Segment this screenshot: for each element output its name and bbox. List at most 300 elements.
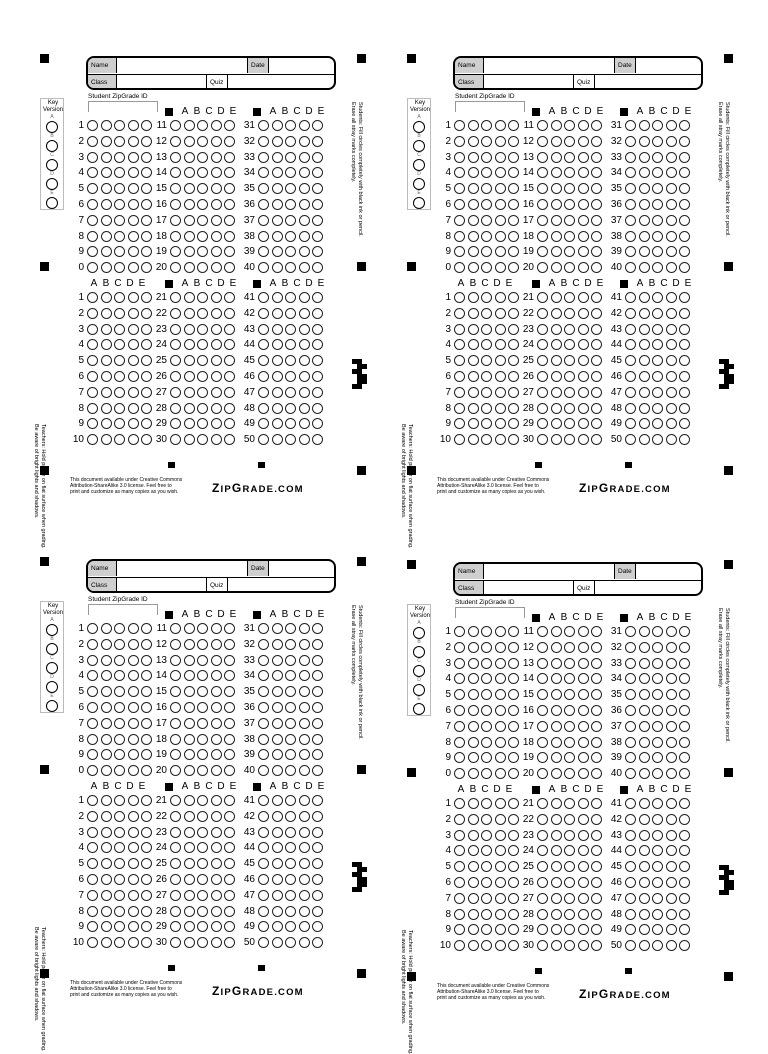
question-bubble[interactable]: [114, 874, 125, 885]
question-bubble[interactable]: [285, 921, 296, 932]
student-id-digit-bubble[interactable]: [481, 152, 492, 163]
student-id-digit-bubble[interactable]: [87, 734, 98, 745]
question-bubble[interactable]: [312, 639, 323, 650]
question-bubble[interactable]: [299, 371, 310, 382]
student-id-digit-bubble[interactable]: [481, 737, 492, 748]
question-bubble[interactable]: [312, 418, 323, 429]
question-bubble[interactable]: [87, 387, 98, 398]
student-id-digit-bubble[interactable]: [114, 262, 125, 273]
question-bubble[interactable]: [652, 246, 663, 257]
question-bubble[interactable]: [299, 120, 310, 131]
question-bubble[interactable]: [537, 199, 548, 210]
question-bubble[interactable]: [258, 749, 269, 760]
question-bubble[interactable]: [481, 940, 492, 951]
question-bubble[interactable]: [625, 737, 636, 748]
student-id-digit-bubble[interactable]: [454, 136, 465, 147]
question-bubble[interactable]: [197, 639, 208, 650]
student-id-digit-bubble[interactable]: [101, 199, 112, 210]
question-bubble[interactable]: [666, 199, 677, 210]
student-id-digit-bubble[interactable]: [468, 262, 479, 273]
question-bubble[interactable]: [272, 827, 283, 838]
question-bubble[interactable]: [551, 673, 562, 684]
question-bubble[interactable]: [639, 371, 650, 382]
question-bubble[interactable]: [652, 658, 663, 669]
question-bubble[interactable]: [224, 718, 235, 729]
student-id-digit-bubble[interactable]: [468, 120, 479, 131]
question-bubble[interactable]: [468, 387, 479, 398]
question-bubble[interactable]: [652, 136, 663, 147]
question-bubble[interactable]: [481, 845, 492, 856]
question-bubble[interactable]: [639, 658, 650, 669]
question-bubble[interactable]: [495, 830, 506, 841]
question-bubble[interactable]: [184, 734, 195, 745]
question-bubble[interactable]: [170, 937, 181, 948]
student-id-digit-bubble[interactable]: [87, 167, 98, 178]
question-bubble[interactable]: [495, 434, 506, 445]
question-bubble[interactable]: [639, 814, 650, 825]
question-bubble[interactable]: [625, 371, 636, 382]
question-bubble[interactable]: [272, 339, 283, 350]
question-bubble[interactable]: [184, 686, 195, 697]
question-bubble[interactable]: [170, 718, 181, 729]
question-bubble[interactable]: [666, 705, 677, 716]
question-bubble[interactable]: [639, 768, 650, 779]
question-bubble[interactable]: [258, 937, 269, 948]
question-bubble[interactable]: [591, 183, 602, 194]
question-bubble[interactable]: [639, 355, 650, 366]
question-bubble[interactable]: [495, 355, 506, 366]
question-bubble[interactable]: [224, 152, 235, 163]
question-bubble[interactable]: [564, 246, 575, 257]
question-bubble[interactable]: [101, 937, 112, 948]
question-bubble[interactable]: [591, 845, 602, 856]
student-id-digit-bubble[interactable]: [454, 752, 465, 763]
question-bubble[interactable]: [87, 921, 98, 932]
question-bubble[interactable]: [666, 924, 677, 935]
question-bubble[interactable]: [454, 355, 465, 366]
question-bubble[interactable]: [312, 655, 323, 666]
student-id-digit-bubble[interactable]: [87, 655, 98, 666]
question-bubble[interactable]: [578, 152, 589, 163]
question-bubble[interactable]: [679, 909, 690, 920]
question-bubble[interactable]: [211, 906, 222, 917]
question-bubble[interactable]: [184, 355, 195, 366]
question-bubble[interactable]: [285, 199, 296, 210]
question-bubble[interactable]: [578, 371, 589, 382]
question-bubble[interactable]: [170, 152, 181, 163]
student-id-digit-bubble[interactable]: [468, 199, 479, 210]
student-id-digit-bubble[interactable]: [101, 215, 112, 226]
question-bubble[interactable]: [211, 231, 222, 242]
question-bubble[interactable]: [285, 795, 296, 806]
question-bubble[interactable]: [224, 183, 235, 194]
quiz-field[interactable]: [595, 75, 701, 90]
question-bubble[interactable]: [211, 734, 222, 745]
question-bubble[interactable]: [258, 827, 269, 838]
key-version-bubble[interactable]: [413, 703, 425, 715]
question-bubble[interactable]: [679, 721, 690, 732]
question-bubble[interactable]: [299, 670, 310, 681]
question-bubble[interactable]: [312, 670, 323, 681]
question-bubble[interactable]: [625, 877, 636, 888]
student-id-digit-bubble[interactable]: [495, 231, 506, 242]
question-bubble[interactable]: [224, 811, 235, 822]
question-bubble[interactable]: [184, 858, 195, 869]
question-bubble[interactable]: [639, 940, 650, 951]
question-bubble[interactable]: [128, 403, 139, 414]
question-bubble[interactable]: [564, 120, 575, 131]
question-bubble[interactable]: [578, 246, 589, 257]
question-bubble[interactable]: [481, 418, 492, 429]
question-bubble[interactable]: [591, 308, 602, 319]
student-id-digit-bubble[interactable]: [468, 737, 479, 748]
question-bubble[interactable]: [197, 811, 208, 822]
question-bubble[interactable]: [211, 686, 222, 697]
question-bubble[interactable]: [652, 924, 663, 935]
question-bubble[interactable]: [537, 658, 548, 669]
question-bubble[interactable]: [537, 292, 548, 303]
question-bubble[interactable]: [564, 434, 575, 445]
student-id-digit-bubble[interactable]: [101, 702, 112, 713]
question-bubble[interactable]: [468, 893, 479, 904]
question-bubble[interactable]: [537, 845, 548, 856]
question-bubble[interactable]: [258, 921, 269, 932]
key-version-bubble[interactable]: [46, 140, 58, 152]
student-id-digit-bubble[interactable]: [454, 721, 465, 732]
question-bubble[interactable]: [299, 842, 310, 853]
question-bubble[interactable]: [666, 642, 677, 653]
question-bubble[interactable]: [128, 292, 139, 303]
question-bubble[interactable]: [578, 339, 589, 350]
question-bubble[interactable]: [578, 798, 589, 809]
class-field[interactable]: [484, 75, 573, 90]
question-bubble[interactable]: [211, 655, 222, 666]
question-bubble[interactable]: [299, 292, 310, 303]
question-bubble[interactable]: [564, 752, 575, 763]
question-bubble[interactable]: [591, 215, 602, 226]
question-bubble[interactable]: [184, 231, 195, 242]
question-bubble[interactable]: [197, 167, 208, 178]
question-bubble[interactable]: [578, 752, 589, 763]
question-bubble[interactable]: [184, 136, 195, 147]
date-field[interactable]: [269, 561, 334, 576]
question-bubble[interactable]: [679, 167, 690, 178]
question-bubble[interactable]: [299, 136, 310, 147]
question-bubble[interactable]: [591, 418, 602, 429]
question-bubble[interactable]: [272, 308, 283, 319]
question-bubble[interactable]: [495, 292, 506, 303]
question-bubble[interactable]: [652, 721, 663, 732]
question-bubble[interactable]: [224, 120, 235, 131]
question-bubble[interactable]: [537, 324, 548, 335]
question-bubble[interactable]: [184, 418, 195, 429]
question-bubble[interactable]: [285, 324, 296, 335]
question-bubble[interactable]: [197, 136, 208, 147]
question-bubble[interactable]: [625, 689, 636, 700]
question-bubble[interactable]: [666, 152, 677, 163]
question-bubble[interactable]: [564, 673, 575, 684]
student-id-digit-bubble[interactable]: [114, 199, 125, 210]
question-bubble[interactable]: [211, 292, 222, 303]
student-id-digit-bubble[interactable]: [87, 152, 98, 163]
question-bubble[interactable]: [312, 387, 323, 398]
question-bubble[interactable]: [184, 387, 195, 398]
question-bubble[interactable]: [591, 434, 602, 445]
question-bubble[interactable]: [258, 183, 269, 194]
question-bubble[interactable]: [537, 877, 548, 888]
question-bubble[interactable]: [101, 890, 112, 901]
question-bubble[interactable]: [224, 827, 235, 838]
question-bubble[interactable]: [258, 858, 269, 869]
question-bubble[interactable]: [184, 874, 195, 885]
question-bubble[interactable]: [578, 642, 589, 653]
question-bubble[interactable]: [272, 215, 283, 226]
question-bubble[interactable]: [625, 246, 636, 257]
question-bubble[interactable]: [551, 246, 562, 257]
student-id-digit-bubble[interactable]: [128, 639, 139, 650]
question-bubble[interactable]: [591, 893, 602, 904]
question-bubble[interactable]: [224, 292, 235, 303]
quiz-field[interactable]: [228, 578, 334, 593]
question-bubble[interactable]: [639, 924, 650, 935]
question-bubble[interactable]: [537, 909, 548, 920]
question-bubble[interactable]: [312, 921, 323, 932]
question-bubble[interactable]: [639, 705, 650, 716]
question-bubble[interactable]: [625, 339, 636, 350]
question-bubble[interactable]: [578, 893, 589, 904]
key-version-bubble[interactable]: [46, 662, 58, 674]
question-bubble[interactable]: [551, 737, 562, 748]
question-bubble[interactable]: [170, 167, 181, 178]
student-id-digit-bubble[interactable]: [481, 199, 492, 210]
question-bubble[interactable]: [578, 705, 589, 716]
question-bubble[interactable]: [625, 721, 636, 732]
question-bubble[interactable]: [312, 355, 323, 366]
question-bubble[interactable]: [114, 858, 125, 869]
question-bubble[interactable]: [679, 371, 690, 382]
question-bubble[interactable]: [625, 136, 636, 147]
question-bubble[interactable]: [312, 231, 323, 242]
question-bubble[interactable]: [564, 215, 575, 226]
question-bubble[interactable]: [551, 308, 562, 319]
question-bubble[interactable]: [312, 324, 323, 335]
question-bubble[interactable]: [454, 814, 465, 825]
question-bubble[interactable]: [679, 658, 690, 669]
question-bubble[interactable]: [312, 702, 323, 713]
question-bubble[interactable]: [537, 737, 548, 748]
question-bubble[interactable]: [652, 199, 663, 210]
question-bubble[interactable]: [652, 120, 663, 131]
student-id-digit-bubble[interactable]: [481, 721, 492, 732]
question-bubble[interactable]: [591, 167, 602, 178]
question-bubble[interactable]: [211, 136, 222, 147]
student-id-digit-bubble[interactable]: [454, 642, 465, 653]
question-bubble[interactable]: [272, 262, 283, 273]
question-bubble[interactable]: [666, 231, 677, 242]
question-bubble[interactable]: [101, 827, 112, 838]
question-bubble[interactable]: [625, 909, 636, 920]
question-bubble[interactable]: [537, 673, 548, 684]
question-bubble[interactable]: [299, 152, 310, 163]
question-bubble[interactable]: [312, 623, 323, 634]
student-id-digit-bubble[interactable]: [87, 623, 98, 634]
question-bubble[interactable]: [625, 861, 636, 872]
question-bubble[interactable]: [578, 292, 589, 303]
question-bubble[interactable]: [224, 639, 235, 650]
question-bubble[interactable]: [639, 403, 650, 414]
question-bubble[interactable]: [564, 893, 575, 904]
question-bubble[interactable]: [258, 655, 269, 666]
question-bubble[interactable]: [285, 702, 296, 713]
question-bubble[interactable]: [578, 231, 589, 242]
question-bubble[interactable]: [551, 830, 562, 841]
key-version-bubble[interactable]: [46, 159, 58, 171]
question-bubble[interactable]: [652, 845, 663, 856]
question-bubble[interactable]: [299, 183, 310, 194]
question-bubble[interactable]: [211, 842, 222, 853]
question-bubble[interactable]: [666, 167, 677, 178]
question-bubble[interactable]: [551, 752, 562, 763]
student-id-digit-bubble[interactable]: [128, 120, 139, 131]
question-bubble[interactable]: [272, 811, 283, 822]
question-bubble[interactable]: [625, 814, 636, 825]
question-bubble[interactable]: [312, 183, 323, 194]
question-bubble[interactable]: [679, 737, 690, 748]
student-id-digit-bubble[interactable]: [495, 183, 506, 194]
question-bubble[interactable]: [197, 670, 208, 681]
question-bubble[interactable]: [197, 120, 208, 131]
student-id-digit-bubble[interactable]: [101, 262, 112, 273]
question-bubble[interactable]: [652, 292, 663, 303]
question-bubble[interactable]: [258, 387, 269, 398]
question-bubble[interactable]: [312, 811, 323, 822]
question-bubble[interactable]: [184, 308, 195, 319]
question-bubble[interactable]: [211, 811, 222, 822]
key-version-bubble[interactable]: [413, 646, 425, 658]
question-bubble[interactable]: [197, 355, 208, 366]
question-bubble[interactable]: [184, 623, 195, 634]
question-bubble[interactable]: [591, 231, 602, 242]
question-bubble[interactable]: [468, 403, 479, 414]
question-bubble[interactable]: [299, 623, 310, 634]
question-bubble[interactable]: [114, 324, 125, 335]
question-bubble[interactable]: [564, 355, 575, 366]
question-bubble[interactable]: [101, 418, 112, 429]
question-bubble[interactable]: [170, 246, 181, 257]
question-bubble[interactable]: [299, 324, 310, 335]
date-field[interactable]: [269, 58, 334, 73]
question-bubble[interactable]: [639, 308, 650, 319]
question-bubble[interactable]: [211, 890, 222, 901]
question-bubble[interactable]: [666, 830, 677, 841]
question-bubble[interactable]: [625, 845, 636, 856]
question-bubble[interactable]: [258, 434, 269, 445]
question-bubble[interactable]: [272, 183, 283, 194]
question-bubble[interactable]: [272, 199, 283, 210]
question-bubble[interactable]: [184, 655, 195, 666]
class-field[interactable]: [117, 75, 206, 90]
question-bubble[interactable]: [639, 292, 650, 303]
question-bubble[interactable]: [272, 718, 283, 729]
question-bubble[interactable]: [184, 795, 195, 806]
question-bubble[interactable]: [639, 798, 650, 809]
key-version-bubble[interactable]: [413, 197, 425, 209]
question-bubble[interactable]: [679, 642, 690, 653]
question-bubble[interactable]: [652, 673, 663, 684]
question-bubble[interactable]: [101, 355, 112, 366]
question-bubble[interactable]: [197, 921, 208, 932]
question-bubble[interactable]: [312, 842, 323, 853]
question-bubble[interactable]: [537, 830, 548, 841]
question-bubble[interactable]: [591, 355, 602, 366]
question-bubble[interactable]: [211, 355, 222, 366]
question-bubble[interactable]: [591, 262, 602, 273]
question-bubble[interactable]: [625, 120, 636, 131]
question-bubble[interactable]: [285, 718, 296, 729]
question-bubble[interactable]: [197, 308, 208, 319]
question-bubble[interactable]: [114, 308, 125, 319]
question-bubble[interactable]: [272, 874, 283, 885]
question-bubble[interactable]: [211, 246, 222, 257]
question-bubble[interactable]: [312, 890, 323, 901]
question-bubble[interactable]: [258, 670, 269, 681]
student-id-digit-bubble[interactable]: [101, 734, 112, 745]
question-bubble[interactable]: [258, 308, 269, 319]
question-bubble[interactable]: [272, 906, 283, 917]
question-bubble[interactable]: [258, 167, 269, 178]
question-bubble[interactable]: [537, 183, 548, 194]
question-bubble[interactable]: [299, 906, 310, 917]
student-id-digit-bubble[interactable]: [87, 136, 98, 147]
question-bubble[interactable]: [197, 199, 208, 210]
question-bubble[interactable]: [578, 136, 589, 147]
question-bubble[interactable]: [272, 670, 283, 681]
question-bubble[interactable]: [197, 827, 208, 838]
question-bubble[interactable]: [285, 308, 296, 319]
question-bubble[interactable]: [197, 183, 208, 194]
question-bubble[interactable]: [495, 371, 506, 382]
question-bubble[interactable]: [224, 623, 235, 634]
question-bubble[interactable]: [537, 705, 548, 716]
question-bubble[interactable]: [197, 387, 208, 398]
student-id-digit-bubble[interactable]: [114, 623, 125, 634]
question-bubble[interactable]: [114, 906, 125, 917]
question-bubble[interactable]: [272, 231, 283, 242]
question-bubble[interactable]: [652, 737, 663, 748]
question-bubble[interactable]: [564, 152, 575, 163]
question-bubble[interactable]: [564, 768, 575, 779]
question-bubble[interactable]: [170, 655, 181, 666]
question-bubble[interactable]: [537, 689, 548, 700]
question-bubble[interactable]: [666, 339, 677, 350]
question-bubble[interactable]: [551, 231, 562, 242]
question-bubble[interactable]: [258, 795, 269, 806]
question-bubble[interactable]: [537, 215, 548, 226]
question-bubble[interactable]: [184, 403, 195, 414]
question-bubble[interactable]: [578, 721, 589, 732]
student-id-digit-bubble[interactable]: [481, 136, 492, 147]
question-bubble[interactable]: [272, 921, 283, 932]
student-id-digit-bubble[interactable]: [468, 167, 479, 178]
question-bubble[interactable]: [258, 120, 269, 131]
question-bubble[interactable]: [551, 940, 562, 951]
question-bubble[interactable]: [537, 136, 548, 147]
student-id-digit-bubble[interactable]: [481, 705, 492, 716]
question-bubble[interactable]: [197, 339, 208, 350]
question-bubble[interactable]: [224, 324, 235, 335]
question-bubble[interactable]: [454, 403, 465, 414]
question-bubble[interactable]: [679, 292, 690, 303]
